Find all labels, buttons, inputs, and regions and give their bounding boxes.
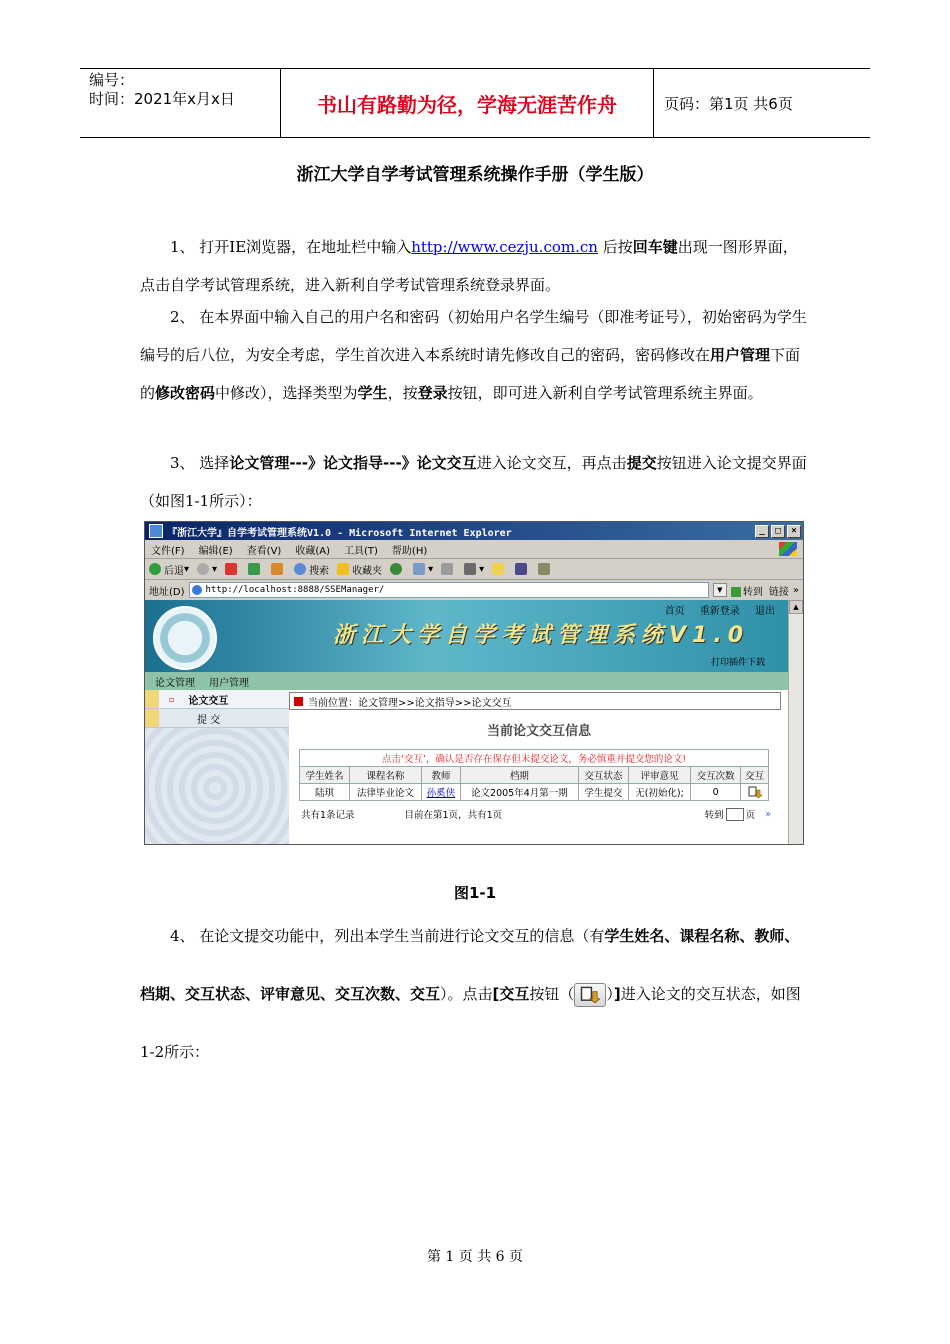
- warning-row: [300, 750, 769, 767]
- number-label: 编号：: [89, 71, 135, 89]
- tool-icon: [538, 563, 550, 575]
- p4-bold-interact: [交互: [492, 985, 530, 1003]
- cell-count: 0: [691, 784, 741, 801]
- col-count: 交互次数: [691, 767, 741, 784]
- warning-text: 点击‘交互’，确认是否存在保存但未提交论文，务必慎重并提交您的论文!: [300, 750, 769, 767]
- record-total: 共有1条记录: [301, 810, 355, 821]
- ie-title-bar: [145, 522, 803, 540]
- search-button[interactable]: [294, 562, 329, 577]
- cell-course-name: 法律毕业论文: [349, 784, 421, 801]
- site-nav: [145, 672, 789, 690]
- refresh-button[interactable]: [248, 563, 263, 575]
- print-button[interactable]: [441, 563, 456, 575]
- paragraph-2: [140, 298, 812, 412]
- p4-text-d: ）: [606, 985, 614, 1003]
- stop-button[interactable]: [225, 563, 240, 575]
- side-item-label: 提 交: [197, 714, 221, 726]
- p2-bold-change-pwd: 修改密码: [155, 384, 216, 402]
- p1-text-a: 1、 打开IE浏览器，在地址栏中输入: [170, 238, 412, 256]
- table-header-row: [300, 767, 769, 784]
- banner-title: 浙江大学自学考试管理系统V1.0: [333, 623, 749, 648]
- jump-label: 转到: [704, 810, 724, 821]
- media-icon: [390, 563, 402, 575]
- ie-address-bar: [145, 580, 803, 601]
- cell-interact[interactable]: [741, 784, 769, 801]
- p3-text-a: 3、 选择: [170, 454, 230, 472]
- p4-bold-bracket: ]: [613, 985, 621, 1003]
- media-button[interactable]: [390, 563, 405, 575]
- col-status: 交互状态: [578, 767, 628, 784]
- side-marker: [145, 709, 159, 727]
- back-button[interactable]: 后退 ▾: [149, 562, 189, 577]
- tool-button[interactable]: [538, 563, 553, 575]
- p2-text-c: 中修改），选择类型为: [215, 384, 358, 402]
- figure-caption: 图1-1: [453, 884, 497, 902]
- forward-button[interactable]: ▾: [197, 563, 217, 575]
- header-slogan: 书山有路勤为径，学海无涯苦作舟: [281, 69, 654, 137]
- p3-text-b: 进入论文交互，再点击: [476, 454, 627, 472]
- go-label: 转到: [742, 586, 763, 598]
- back-label: 后退: [164, 565, 184, 577]
- header-page-info: 页码：第1页 共6页: [664, 94, 793, 113]
- ie-page-content: [145, 600, 789, 844]
- address-label: 地址(D): [149, 586, 185, 598]
- edit-button[interactable]: ▾: [464, 563, 484, 575]
- p2-text-d: ，按: [387, 384, 418, 402]
- p1-bold-enter: 回车键: [632, 238, 678, 256]
- p1-text-b: 后按: [597, 238, 633, 256]
- paragraph-1: [140, 228, 812, 304]
- forward-arrow-icon: [197, 563, 209, 575]
- menu-favorites[interactable]: 收藏(A): [295, 545, 330, 557]
- scroll-up-icon[interactable]: ▲: [789, 600, 803, 614]
- p2-bold-user-mgmt: 用户管理: [710, 346, 771, 364]
- cezju-link[interactable]: http://www.cezju.com.cn: [411, 238, 598, 256]
- minimize-icon[interactable]: _: [755, 525, 769, 538]
- p1-text-c: 出现一图形界面，点击自学考试管理系统，进入新利自学考试管理系统登录界面。: [140, 238, 798, 294]
- ie-window-title: 『浙江大学』自学考试管理系统V1.0 - Microsoft Internet Explorer: [167, 527, 512, 539]
- menu-help[interactable]: 帮助(H): [391, 545, 428, 557]
- page-icon: [192, 585, 202, 595]
- document-header: [80, 68, 870, 138]
- p2-text-e: 按钮，即可进入新利自学考试管理系统主界面。: [447, 384, 763, 402]
- teacher-link[interactable]: 孙奚侠: [426, 788, 456, 799]
- page-footer: 第 1 页 共 6 页: [426, 1249, 524, 1265]
- paragraph-3: [140, 444, 812, 520]
- stop-icon: [225, 563, 237, 575]
- header-meta: [80, 69, 281, 137]
- cell-teacher[interactable]: [421, 784, 460, 801]
- go-button[interactable]: [731, 583, 763, 598]
- search-icon: [294, 563, 306, 575]
- messenger-button[interactable]: [515, 563, 530, 575]
- content-title: 当前论文交互信息: [486, 724, 591, 739]
- col-teacher: 教师: [421, 767, 460, 784]
- menu-edit[interactable]: 编辑(E): [198, 545, 233, 557]
- interact-icon[interactable]: [748, 786, 762, 798]
- table-row: [300, 784, 769, 801]
- jump-unit: 页: [745, 810, 756, 821]
- page-jump-input[interactable]: [726, 808, 744, 821]
- thesis-table: [299, 749, 769, 801]
- chevron-right-icon[interactable]: »: [792, 584, 799, 596]
- cell-term: 论文2005年4月第一期: [460, 784, 578, 801]
- print-icon: [441, 563, 453, 575]
- col-term: 档期: [460, 767, 578, 784]
- main-content: [289, 690, 789, 844]
- side-item-label: 论文交互: [188, 695, 229, 707]
- p2-text-b: 下面的: [140, 346, 801, 402]
- ie-screenshot-figure: [144, 521, 804, 845]
- messenger-icon: [515, 563, 527, 575]
- p4-bold-columns: 学生姓名、课程名称、教师、档期、交互状态、评审意见、交互次数、交互: [140, 927, 800, 1003]
- p3-bold-submit: 提交: [626, 454, 657, 472]
- cell-student-name: 陆琪: [300, 784, 350, 801]
- col-student-name: 学生姓名: [300, 767, 350, 784]
- back-arrow-icon: [149, 563, 161, 575]
- home-icon: [271, 563, 283, 575]
- side-item-thesis-interaction[interactable]: [145, 690, 289, 709]
- folder-icon: [492, 563, 504, 575]
- top-links: [653, 602, 775, 617]
- breadcrumb: [289, 692, 781, 710]
- favorites-button[interactable]: [337, 562, 382, 577]
- menu-view[interactable]: 查看(V): [246, 545, 282, 557]
- p2-bold-login: 登录: [417, 384, 448, 402]
- side-item-submit[interactable]: [145, 709, 289, 728]
- p4-text-e: 进入论文的交互状态，如图1-2所示：: [140, 985, 801, 1061]
- favorites-label: 收藏夹: [352, 565, 383, 577]
- search-label: 搜索: [309, 565, 330, 577]
- mail-button[interactable]: ▾: [413, 563, 433, 575]
- breadcrumb-arrow-icon: [294, 697, 303, 706]
- nav-user-mgmt[interactable]: 用户管理: [209, 677, 249, 689]
- next-page-icon[interactable]: »: [765, 808, 771, 820]
- menu-file[interactable]: 文件(F): [151, 545, 185, 557]
- side-marker: [145, 690, 159, 708]
- logout-link[interactable]: 退出: [755, 606, 775, 617]
- folder-button[interactable]: [492, 563, 507, 575]
- ie-app-icon: [149, 524, 163, 538]
- home-link[interactable]: 首页: [664, 606, 685, 617]
- zju-logo: [153, 606, 217, 670]
- go-arrow-icon: [731, 587, 741, 597]
- page-status: 目前在第1页，共有1页: [404, 810, 503, 821]
- col-review: 评审意见: [628, 767, 690, 784]
- nav-thesis-mgmt[interactable]: 论文管理: [155, 677, 195, 689]
- mail-icon: [413, 563, 425, 575]
- menu-tools[interactable]: 工具(T): [344, 545, 378, 557]
- p3-text-c: 按钮进入论文提交界面（如图1-1所示）：: [140, 454, 807, 510]
- p4-text-b: ）。点击: [440, 985, 493, 1003]
- bullet-icon: ▫: [169, 694, 175, 704]
- col-interact: 交互: [741, 767, 769, 784]
- page-jump: [705, 807, 771, 821]
- edit-icon: [464, 563, 476, 575]
- p2-text-a: 2、 在本界面中输入自己的用户名和密码（初始用户名学生编号（即准考证号），初始密码为学生编号的后八位，为安全考虑，学生首次进入本系统时请先修改自己的密码，密码修改在: [140, 308, 807, 364]
- p2-bold-student: 学生: [357, 384, 388, 402]
- windows-logo-icon: [779, 542, 797, 556]
- side-decoration: [145, 728, 289, 844]
- paragraph-4: [140, 907, 812, 1081]
- breadcrumb-text: 当前位置：论文管理>>论文指导>>论文交互: [308, 697, 512, 709]
- interact-button-icon: [574, 983, 606, 1007]
- ie-toolbar: [145, 559, 803, 580]
- p4-text-a: 4、 在论文提交功能中，列出本学生当前进行论文交互的信息（有: [170, 927, 605, 945]
- col-course-name: 课程名称: [349, 767, 421, 784]
- relogin-link[interactable]: 重新登录: [699, 606, 740, 617]
- p4-text-c: 按钮（: [529, 985, 575, 1003]
- refresh-icon: [248, 563, 260, 575]
- document-title: 浙江大学自学考试管理系统操作手册（学生版）: [296, 165, 654, 185]
- time-label: 时间：2021年x月x日: [89, 90, 235, 108]
- links-label[interactable]: 链接: [768, 586, 789, 598]
- vertical-scrollbar[interactable]: [788, 600, 803, 844]
- close-icon[interactable]: ×: [787, 525, 801, 538]
- ie-menu-bar: [145, 540, 803, 559]
- star-icon: [337, 563, 349, 575]
- print-plugin-download-link[interactable]: 打印插件下载: [710, 658, 765, 668]
- maximize-icon[interactable]: □: [771, 525, 785, 538]
- address-value: http://localhost:8888/SSEManager/: [205, 585, 385, 595]
- home-button[interactable]: [271, 563, 286, 575]
- site-banner: [145, 600, 789, 672]
- table-footer: [301, 807, 771, 821]
- address-dropdown-icon[interactable]: ▼: [713, 583, 727, 597]
- p3-bold-path: 论文管理---》论文指导---》论文交互: [229, 454, 477, 472]
- side-menu: [145, 690, 289, 844]
- cell-status: 学生提交: [578, 784, 628, 801]
- address-input[interactable]: [189, 582, 709, 598]
- cell-review: 无(初始化);: [628, 784, 690, 801]
